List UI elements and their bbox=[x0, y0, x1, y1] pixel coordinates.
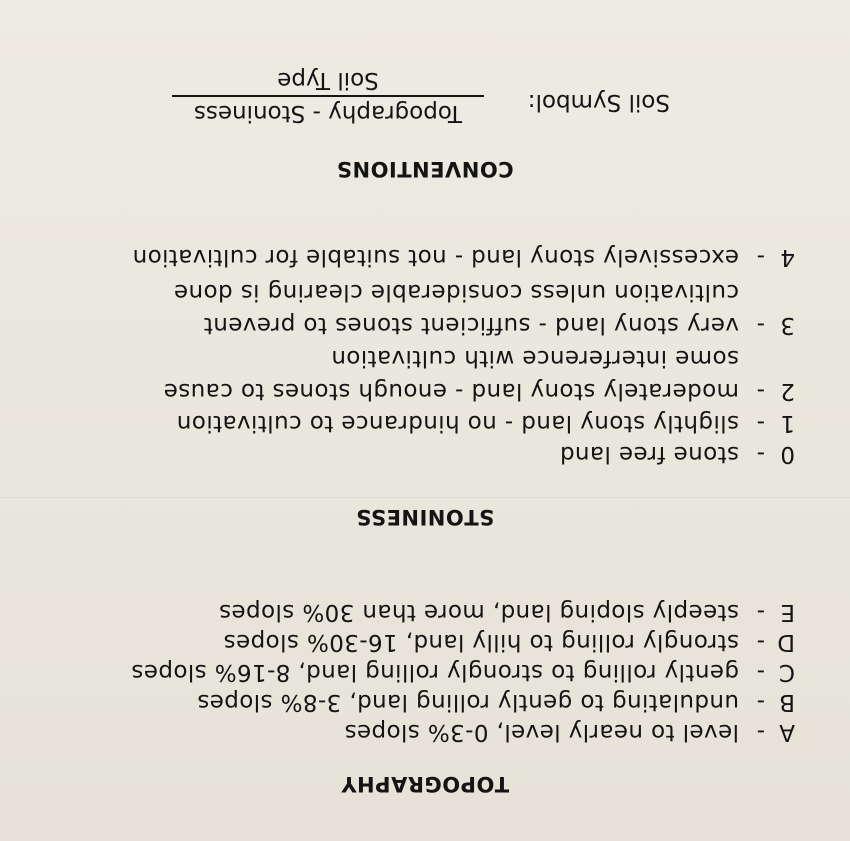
stoniness-code: 3 bbox=[779, 312, 795, 338]
stoniness-code: 4 bbox=[779, 244, 795, 270]
topography-code: B bbox=[778, 689, 795, 715]
topography-item-a: A-level to nearly level, 0-3% slopes bbox=[344, 719, 795, 745]
stoniness-code: 1 bbox=[779, 410, 795, 436]
stoniness-item-3-continuation: cultivation unless considerable clearing is done bbox=[173, 279, 739, 305]
stoniness-item-2: 2-moderately stony land - enough stones to cause bbox=[163, 378, 795, 404]
fraction-numerator: Topography - Stoniness bbox=[193, 100, 463, 126]
stoniness-text: slightly stony land - no hindrance to cultivation bbox=[176, 410, 739, 436]
fraction-bar bbox=[172, 95, 484, 97]
topography-code: E bbox=[780, 599, 795, 625]
conventions-heading: CONVENTIONS bbox=[336, 157, 514, 181]
stoniness-code: 0 bbox=[779, 441, 795, 467]
stoniness-item-0: 0-stone free land bbox=[559, 441, 795, 467]
soil-symbol-label: Soil Symbol: bbox=[527, 89, 670, 115]
stoniness-text: moderately stony land - enough stones to cause bbox=[163, 378, 739, 404]
stoniness-item-4: 4-excessively stony land - not suitable for cultivation bbox=[132, 244, 795, 270]
stoniness-text: stone free land bbox=[559, 441, 739, 467]
topography-text: steeply sloping land, more than 30% slopes bbox=[218, 599, 739, 625]
topography-code: D bbox=[776, 629, 795, 655]
topography-heading: TOPOGRAPHY bbox=[340, 772, 510, 796]
topography-code: C bbox=[778, 659, 795, 685]
fraction-denominator: Soil Type bbox=[277, 67, 379, 93]
topography-text: gently rolling to strongly rolling land, 8-16% slopes bbox=[131, 659, 739, 685]
topography-code: A bbox=[778, 719, 795, 745]
topography-text: level to nearly level, 0-3% slopes bbox=[344, 719, 739, 745]
stoniness-text: very stony land - sufficient stones to prevent bbox=[203, 312, 739, 338]
stoniness-item-3: 3-very stony land - sufficient stones to prevent bbox=[203, 312, 795, 338]
stoniness-item-2-continuation: some interference with cultivation bbox=[330, 345, 739, 371]
topography-item-d: D-strongly rolling to hilly land, 16-30% slopes bbox=[223, 629, 795, 655]
topography-text: undulating to gently rolling land, 3-8% slopes bbox=[196, 689, 739, 715]
topography-item-e: E-steeply sloping land, more than 30% slopes bbox=[218, 599, 795, 625]
topography-text: strongly rolling to hilly land, 16-30% slopes bbox=[223, 629, 739, 655]
topography-item-c: C-gently rolling to strongly rolling land, 8-16% slopes bbox=[131, 659, 795, 685]
stoniness-item-1: 1-slightly stony land - no hindrance to cultivation bbox=[176, 410, 795, 436]
soil-symbol-fraction bbox=[172, 67, 484, 126]
topography-item-b: B-undulating to gently rolling land, 3-8% slopes bbox=[196, 689, 795, 715]
stoniness-heading: STONINESS bbox=[355, 505, 495, 529]
stoniness-code: 2 bbox=[779, 378, 795, 404]
stoniness-text: excessively stony land - not suitable for cultivation bbox=[132, 244, 739, 270]
